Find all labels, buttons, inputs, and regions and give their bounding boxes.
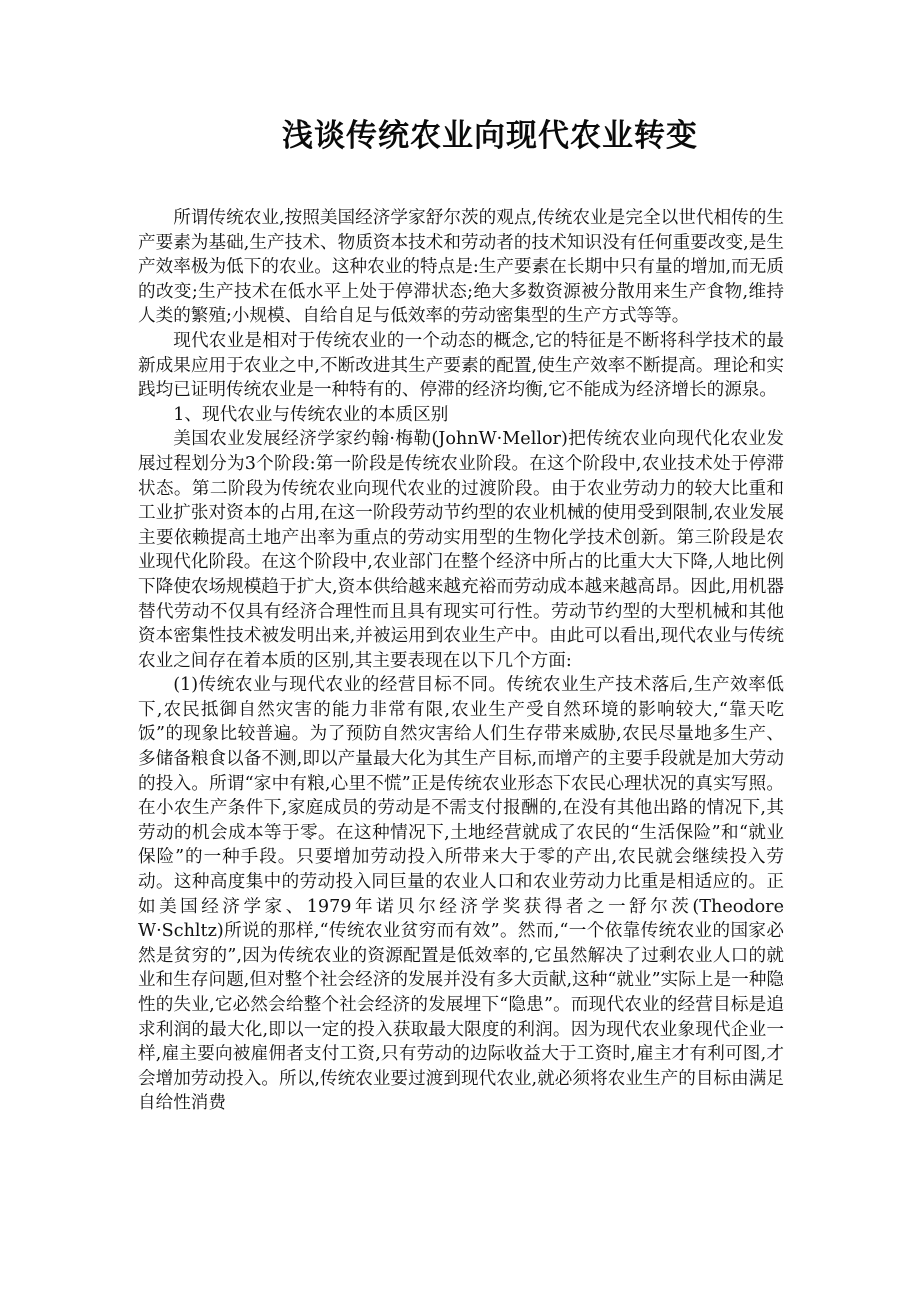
paragraph-modern-agriculture-definition: 现代农业是相对于传统农业的一个动态的概念,它的特征是不断将科学技术的最新成果应用于农业之中,不断改进其生产要素的配置,使生产效率不断提高。理论和实践均已证明传统农业是一种特有的、停滞的经济均衡,它不能成为经济增长的源泉。 [138, 330, 784, 401]
section-heading-essential-difference: 1、现代农业与传统农业的本质区别 [173, 404, 449, 425]
paragraph-traditional-agriculture-definition: 所谓传统农业,按照美国经济学家舒尔茨的观点,传统农业是完全以世代相传的生产要素为基础,生产技术、物质资本技术和劳动者的技术知识没有任何重要改变,是生产效率极为低下的农业。这种农业的特点是:生产要素在长期中只有量的增加,而无质的改变;生产技术在低水平上处于停滞状态;绝大多数资源被分散用来生产食物,维持人类的繁殖;小规模、自给自足与低效率的劳动密集型的生产方式等等。 [138, 208, 784, 327]
document-body [138, 206, 784, 1116]
document-title: 浅谈传统农业向现代农业转变 [282, 118, 698, 154]
paragraph-mellor-three-stages: 美国农业发展经济学家约翰·梅勒(JohnW·Mellor)把传统农业向现代化农业发展过程划分为3个阶段:第一阶段是传统农业阶段。在这个阶段中,农业技术处于停滞状态。第二阶段为传统农业向现代农业的过渡阶段。由于农业劳动力的较大比重和工业扩张对资本的占用,在这一阶段劳动节约型的农业机械的使用受到限制,农业发展主要依赖提高土地产出率为重点的劳动实用型的生物化学技术创新。第三阶段是农业现代化阶段。在这个阶段中,农业部门在整个经济中所占的比重大大下降,人地比例下降使农场规模趋于扩大,资本供给越来越充裕而劳动成本越来越高昂。因此,用机器替代劳动不仅具有经济合理性而且具有现实可行性。劳动节约型的大型机械和其他资本密集性技术被发明出来,并被运用到农业生产中。由此可以看出,现代农业与传统农业之间存在着本质的区别,其主要表现在以下几个方面: [138, 429, 784, 671]
paragraph-operating-goals: (1)传统农业与现代农业的经营目标不同。传统农业生产技术落后,生产效率低下,农民抵御自然灾害的能力非常有限,农业生产受自然环境的影响较大,“靠天吃饭”的现象比较普遍。为了预防自然灾害给人们生存带来威胁,农民尽量地多生产、多储备粮食以备不测,即以产量最大化为其生产目标,而增产的主要手段就是加大劳动的投入。所谓“家中有粮,心里不慌”正是传统农业形态下农民心理状况的真实写照。在小农生产条件下,家庭成员的劳动是不需支付报酬的,在没有其他出路的情况下,其劳动的机会成本等于零。在这种情况下,土地经营就成了农民的“生活保险”和“就业保险”的一种手段。只要增加劳动投入所带来大于零的产出,农民就会继续投入劳动。这种高度集中的劳动投入同巨量的农业人口和农业劳动力比重是相适应的。正如美国经济学家、1979年诺贝尔经济学奖获得者之一舒尔茨(Theodore W·Schltz)所说的那样,“传统农业贫穷而有效”。然而,“一个依靠传统农业的国家必然是贫穷的”,因为传统农业的资源配置是低效率的,它虽然解决了过剩农业人口的就业和生存问题,但对整个社会经济的发展并没有多大贡献,这种“就业”实际上是一种隐性的失业,它必然会给整个社会经济的发展埋下“隐患”。而现代农业的经营目标是追求利润的最大化,即以一定的投入获取最大限度的利润。因为现代农业象现代企业一样,雇主要向被雇佣者支付工资,只有劳动的边际收益大于工资时,雇主才有利可图,才会增加劳动投入。所以,传统农业要过渡到现代农业,就必须将农业生产的目标由满足自给性消费 [138, 675, 784, 1114]
